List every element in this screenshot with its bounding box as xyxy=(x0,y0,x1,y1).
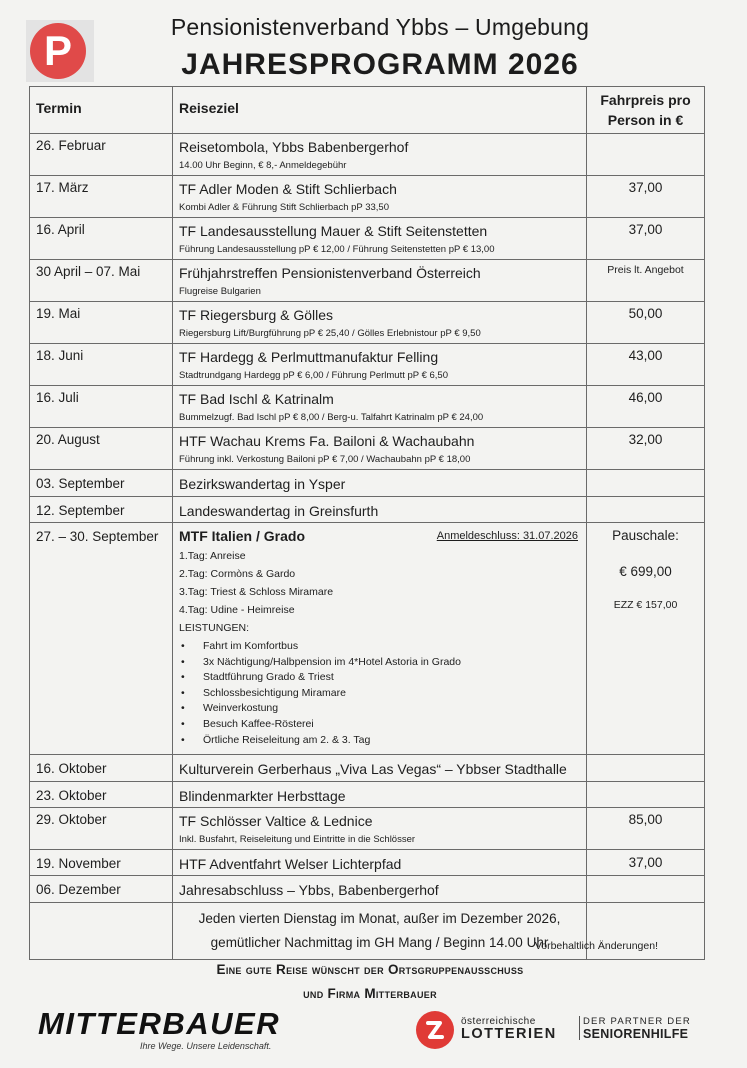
organization-name: Pensionistenverband Ybbs – Umgebung xyxy=(170,14,590,40)
header-termin: Termin xyxy=(30,87,173,134)
row-preis: 46,00 xyxy=(587,386,705,428)
row-ziel-title: Bezirkswandertag in Ysper xyxy=(179,476,346,492)
row-termin: 20. August xyxy=(30,428,173,470)
row-ziel-title: TF Bad Ischl & Katrinalm xyxy=(179,391,334,407)
row-preis xyxy=(587,876,705,903)
row-ziel-detail: Führung inkl. Verkostung Bailoni pP € 7,00 / Wachaubahn pP € 18,00 xyxy=(179,454,471,465)
lotterien-divider xyxy=(579,1016,580,1040)
table-row xyxy=(30,497,705,523)
row-preis: 37,00 xyxy=(587,218,705,260)
table-row xyxy=(30,755,705,782)
row-ziel-title: Landeswandertag in Greinsfurth xyxy=(179,503,379,519)
row-reiseziel xyxy=(173,302,587,344)
row-ziel-title: HTF Adventfahrt Welser Lichterpfad xyxy=(179,856,402,872)
row-reiseziel xyxy=(173,755,587,782)
table-row xyxy=(30,876,705,903)
row-ziel-title: TF Landesausstellung Mauer & Stift Seitenstetten xyxy=(179,223,488,239)
mtf-price: € 699,00 xyxy=(619,564,672,579)
mitterbauer-tagline: Ihre Wege. Unsere Leidenschaft. xyxy=(140,1041,272,1051)
lotterien-symbol xyxy=(416,1011,454,1049)
row-preis xyxy=(587,470,705,497)
mtf-leistungen-list xyxy=(179,639,586,748)
row-ziel-detail: Kombi Adler & Führung Stift Schlierbach pP 33,50 xyxy=(179,202,390,213)
program-table xyxy=(29,86,705,960)
disclaimer: Vorbehaltlich Änderungen! xyxy=(534,940,658,952)
row-reiseziel xyxy=(173,808,587,850)
row-preis: Preis lt. Angebot xyxy=(587,260,705,302)
row-termin: 26. Februar xyxy=(30,134,173,176)
mtf-leistungen-label: LEISTUNGEN: xyxy=(179,622,250,634)
mtf-ezz: EZZ € 157,00 xyxy=(613,599,678,611)
note-line-2: gemütlicher Nachmittag im GH Mang / Beginn 14.00 Uhr xyxy=(210,935,549,950)
row-preis xyxy=(587,497,705,523)
mtf-day: 4.Tag: Udine - Heimreise xyxy=(179,604,295,616)
header-reiseziel: Reiseziel xyxy=(173,87,587,134)
table-row xyxy=(30,782,705,808)
lotterien-text-1: österreichische xyxy=(461,1016,536,1027)
table-row xyxy=(30,428,705,470)
table-row xyxy=(30,850,705,876)
mitterbauer-logo: MITTERBAUER xyxy=(38,1006,281,1041)
row-termin: 12. September xyxy=(30,497,173,523)
row-ziel-title: Jahresabschluss – Ybbs, Babenbergerhof xyxy=(179,882,439,898)
row-termin: 19. Mai xyxy=(30,302,173,344)
list-item: • 3x Nächtigung/Halbpension im 4*Hotel Astoria in Grado xyxy=(179,655,586,671)
mtf-title: MTF Italien / Grado xyxy=(179,528,306,544)
row-reiseziel xyxy=(173,176,587,218)
row-termin: 19. November xyxy=(30,850,173,876)
row-ziel-title: HTF Wachau Krems Fa. Bailoni & Wachaubahn xyxy=(179,433,475,449)
row-reiseziel xyxy=(173,782,587,808)
row-reiseziel xyxy=(173,344,587,386)
list-item: • Weinverkostung xyxy=(179,701,586,717)
mtf-row xyxy=(30,523,705,755)
list-item: • Stadtführung Grado & Triest xyxy=(179,670,586,686)
row-preis xyxy=(587,134,705,176)
row-termin: 16. April xyxy=(30,218,173,260)
row-reiseziel xyxy=(173,218,587,260)
partner-text-1: DER PARTNER DER xyxy=(583,1016,691,1027)
row-ziel-title: Frühjahrstreffen Pensionistenverband Österreich xyxy=(179,265,481,281)
farewell-message xyxy=(100,958,640,1006)
row-preis: 37,00 xyxy=(587,176,705,218)
row-ziel-detail: Stadtrundgang Hardegg pP € 6,00 / Führung Perlmutt pP € 6,50 xyxy=(179,370,449,381)
table-row xyxy=(30,302,705,344)
row-ziel-detail: 14.00 Uhr Beginn, € 8,- Anmeldegebühr xyxy=(179,160,347,171)
row-termin: 17. März xyxy=(30,176,173,218)
row-ziel-title: Kulturverein Gerberhaus „Viva Las Vegas“ – Ybbser Stadthalle xyxy=(179,761,567,777)
mtf-header xyxy=(173,528,586,547)
row-ziel-title: Blindenmarkter Herbsttage xyxy=(179,788,346,804)
row-ziel-title: TF Riegersburg & Gölles xyxy=(179,307,334,323)
table-row xyxy=(30,134,705,176)
mtf-day: 2.Tag: Cormòns & Gardo xyxy=(179,568,296,580)
partner-text-2: SENIORENHILFE xyxy=(583,1027,689,1041)
row-reiseziel xyxy=(173,386,587,428)
mtf-deadline: Anmeldeschluss: 31.07.2026 xyxy=(436,530,578,542)
farewell-line-1: Eine gute Reise wünscht der Ortsgruppenausschuss xyxy=(216,962,524,977)
row-ziel-title: TF Adler Moden & Stift Schlierbach xyxy=(179,181,397,197)
pensionisten-logo xyxy=(26,20,94,82)
table-row xyxy=(30,176,705,218)
row-preis: 85,00 xyxy=(587,808,705,850)
note-line-1: Jeden vierten Dienstag im Monat, außer im Dezember 2026, xyxy=(198,911,561,926)
row-ziel-title: Reisetombola, Ybbs Babenbergerhof xyxy=(179,139,409,155)
table-row xyxy=(30,260,705,302)
row-reiseziel xyxy=(173,260,587,302)
lotterien-icon xyxy=(416,1011,454,1049)
row-reiseziel xyxy=(173,876,587,903)
list-item: • Fahrt im Komfortbus xyxy=(179,639,586,655)
page-title: JAHRESPROGRAMM 2026 xyxy=(181,48,579,81)
logo-circle xyxy=(30,23,86,79)
table-row xyxy=(30,344,705,386)
row-preis: 43,00 xyxy=(587,344,705,386)
row-ziel-detail: Flugreise Bulgarien xyxy=(179,286,261,297)
table-row xyxy=(30,218,705,260)
row-preis: 37,00 xyxy=(587,850,705,876)
table-header-row xyxy=(30,87,705,134)
row-ziel-detail: Inkl. Busfahrt, Reiseleitung und Eintritte in die Schlösser xyxy=(179,834,416,845)
row-ziel-detail: Führung Landesausstellung pP € 12,00 / Führung Seitenstetten pP € 13,00 xyxy=(179,244,495,255)
row-reiseziel xyxy=(173,428,587,470)
row-ziel-detail: Riegersburg Lift/Burgführung pP € 25,40 / Gölles Erlebnistour pP € 9,50 xyxy=(179,328,481,339)
header-fahrpreis-line2: Person in € xyxy=(607,112,684,128)
row-termin: 30 April – 07. Mai xyxy=(30,260,173,302)
mtf-details xyxy=(173,523,587,755)
row-preis xyxy=(587,755,705,782)
row-ziel-title: TF Hardegg & Perlmuttmanufaktur Felling xyxy=(179,349,439,365)
mtf-termin: 27. – 30. September xyxy=(30,523,173,755)
mtf-price-label: Pauschale: xyxy=(612,528,679,543)
row-ziel-title: TF Schlösser Valtice & Lednice xyxy=(179,813,373,829)
row-termin: 16. Oktober xyxy=(30,755,173,782)
table-row xyxy=(30,808,705,850)
mtf-days xyxy=(173,547,586,748)
header-fahrpreis xyxy=(587,87,705,134)
list-item: • Schlossbesichtigung Miramare xyxy=(179,686,586,702)
farewell-line-2: und Firma Mitterbauer xyxy=(303,986,437,1001)
list-item: • Besuch Kaffee-Rösterei xyxy=(179,717,586,733)
row-ziel-detail: Bummelzugf. Bad Ischl pP € 8,00 / Berg-u. Talfahrt Katrinalm pP € 24,00 xyxy=(179,412,484,423)
mtf-day: 3.Tag: Triest & Schloss Miramare xyxy=(179,586,334,598)
row-reiseziel xyxy=(173,470,587,497)
list-item: • Örtliche Reiseleitung am 2. & 3. Tag xyxy=(179,733,586,749)
row-termin: 03. September xyxy=(30,470,173,497)
table-row xyxy=(30,470,705,497)
row-termin: 23. Oktober xyxy=(30,782,173,808)
row-termin: 06. Dezember xyxy=(30,876,173,903)
row-preis: 32,00 xyxy=(587,428,705,470)
row-preis: 50,00 xyxy=(587,302,705,344)
mtf-preis xyxy=(587,523,705,755)
header-fahrpreis-line1: Fahrpreis pro xyxy=(600,92,691,108)
row-termin: 18. Juni xyxy=(30,344,173,386)
row-preis xyxy=(587,782,705,808)
logo-letter: P xyxy=(43,27,72,74)
row-reiseziel xyxy=(173,134,587,176)
table-row xyxy=(30,386,705,428)
note-empty-cell xyxy=(30,903,173,960)
row-reiseziel xyxy=(173,850,587,876)
lotterien-text-2: LOTTERIEN xyxy=(461,1026,557,1042)
row-termin: 16. Juli xyxy=(30,386,173,428)
row-termin: 29. Oktober xyxy=(30,808,173,850)
mtf-day: 1.Tag: Anreise xyxy=(179,550,246,562)
row-reiseziel xyxy=(173,497,587,523)
